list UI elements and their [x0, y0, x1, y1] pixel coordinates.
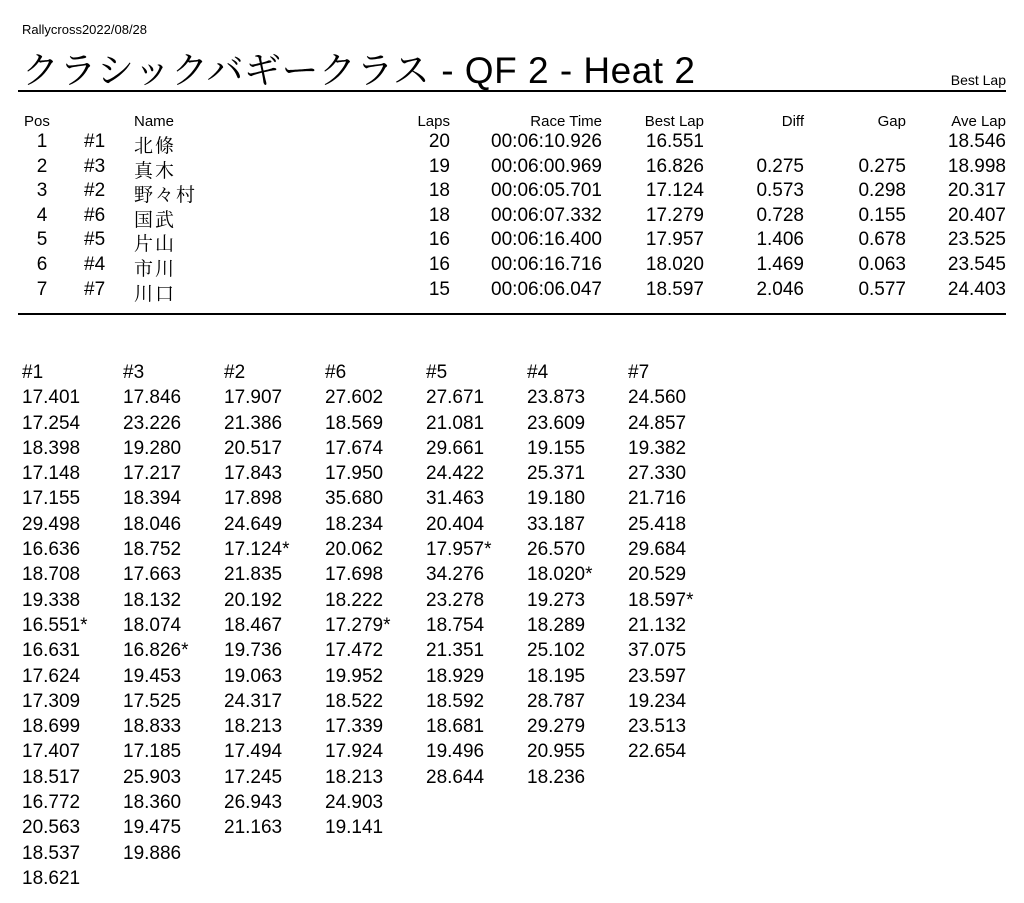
lap-time: 17.624: [22, 665, 81, 687]
table-row: [0, 180, 1024, 207]
row-race-time: 00:06:07.332: [491, 204, 602, 226]
lap-time: 24.560: [628, 387, 687, 409]
lap-time: 25.418: [628, 513, 687, 535]
col-diff: Diff: [781, 113, 804, 130]
lap-time: 19.736: [224, 640, 283, 662]
lap-time: 18.074: [123, 614, 182, 636]
row-gap: 0.063: [858, 254, 906, 275]
lap-time: 17.279*: [325, 614, 391, 636]
row-diff: 0.275: [756, 155, 804, 177]
lap-time: 29.498: [22, 513, 81, 535]
lap-time: 19.952: [325, 665, 384, 687]
lap-time: 17.124*: [224, 539, 290, 561]
lap-time: 20.529: [628, 564, 687, 586]
row-driver-name: 北條: [134, 136, 177, 157]
row-pos: 1: [36, 131, 48, 152]
lap-time: 18.046: [123, 513, 182, 535]
lap-time: 17.924: [325, 741, 384, 763]
lap-time: 18.699: [22, 716, 81, 738]
row-ave-lap: 20.317: [947, 180, 1006, 202]
lap-time: 21.163: [224, 817, 283, 839]
lap-time: 26.943: [224, 792, 283, 814]
lap-time: 16.631: [22, 640, 81, 662]
lap-time: 17.907: [224, 387, 283, 409]
lap-time: 19.496: [426, 741, 485, 763]
lap-column: [628, 360, 728, 765]
lap-time: 24.857: [628, 412, 687, 434]
lap-time: 17.217: [123, 463, 182, 485]
row-driver-name: 国武: [134, 209, 177, 231]
lap-time: 17.309: [22, 690, 81, 712]
lap-time: 17.254: [22, 412, 81, 434]
lap-time: 18.537: [22, 842, 81, 864]
table-row: [0, 156, 1024, 180]
lap-time: 23.609: [527, 412, 586, 434]
row-laps: 16: [428, 229, 450, 251]
lap-time: 25.371: [527, 463, 586, 485]
lap-time: 16.772: [22, 792, 81, 814]
lap-time: 24.649: [224, 513, 283, 535]
lap-time: 19.338: [22, 589, 81, 611]
lap-time: 18.236: [527, 766, 586, 788]
lap-time: 20.062: [325, 539, 384, 561]
lap-time: 27.671: [426, 387, 485, 409]
lap-time: 18.517: [22, 766, 81, 788]
lap-time: 16.826*: [123, 640, 189, 662]
lap-column: [325, 360, 425, 841]
col-ave-lap: Ave Lap: [951, 113, 1006, 130]
row-pos: 7: [36, 278, 48, 300]
lap-time: 18.213: [224, 716, 283, 738]
row-race-time: 00:06:16.400: [491, 229, 602, 251]
lap-time: 29.661: [426, 437, 485, 459]
row-ave-lap: 20.407: [947, 204, 1006, 226]
lap-time: 18.360: [123, 792, 182, 814]
lap-column-car-number: #4: [527, 362, 549, 383]
row-gap: 0.275: [858, 155, 906, 177]
row-best-lap: 18.597: [645, 278, 704, 300]
lap-column: [527, 360, 627, 790]
lap-time: 17.674: [325, 437, 384, 459]
lap-time: 33.187: [527, 513, 586, 535]
row-driver-name: 市川: [134, 259, 177, 280]
lap-time: 18.569: [325, 412, 384, 434]
lap-column-car-number: #3: [123, 362, 145, 383]
lap-time: 18.833: [123, 716, 182, 738]
lap-time: 26.570: [527, 539, 586, 561]
row-best-lap: 17.124: [645, 180, 704, 202]
lap-time: 29.684: [628, 539, 687, 561]
row-diff: 0.728: [756, 204, 804, 226]
row-pos: 3: [36, 180, 48, 202]
lap-time: 17.663: [123, 564, 182, 586]
lap-time: 16.551*: [22, 614, 88, 636]
lap-time: 17.185: [123, 741, 182, 763]
row-car-number: #2: [84, 180, 106, 202]
row-race-time: 00:06:05.701: [491, 180, 602, 202]
row-laps: 18: [428, 204, 450, 226]
lap-time: 24.317: [224, 690, 283, 712]
row-pos: 5: [36, 229, 48, 251]
lap-time: 18.621: [22, 867, 81, 889]
lap-time: 23.278: [426, 589, 485, 611]
table-row: [0, 131, 1024, 155]
col-laps: Laps: [417, 113, 450, 130]
row-best-lap: 16.551: [645, 131, 704, 152]
row-best-lap: 17.957: [645, 229, 704, 251]
col-race-time: Race Time: [530, 113, 602, 130]
row-driver-name: 川口: [134, 283, 177, 305]
lap-time: 21.386: [224, 412, 283, 434]
lap-time: 18.195: [527, 665, 586, 687]
lap-time: 18.597*: [628, 589, 694, 611]
table-divider: [18, 313, 1006, 315]
col-gap: Gap: [877, 113, 906, 130]
lap-time: 18.929: [426, 665, 485, 687]
lap-time: 17.698: [325, 564, 384, 586]
row-gap: 0.298: [858, 180, 906, 202]
lap-time: 20.563: [22, 817, 81, 839]
lap-time: 18.708: [22, 564, 81, 586]
lap-time: 20.955: [527, 741, 586, 763]
lap-time: 19.155: [527, 437, 586, 459]
lap-time: 17.525: [123, 690, 182, 712]
lap-time: 18.522: [325, 690, 384, 712]
lap-time: 23.226: [123, 412, 182, 434]
lap-time: 17.472: [325, 640, 384, 662]
header-divider: [18, 90, 1006, 92]
lap-time: 18.681: [426, 716, 485, 738]
lap-time: 19.886: [123, 842, 182, 864]
lap-time: 17.339: [325, 716, 384, 738]
row-diff: 0.573: [756, 180, 804, 202]
table-row: [0, 254, 1024, 278]
row-diff: 1.469: [756, 254, 804, 275]
col-name: Name: [134, 113, 175, 130]
lap-time: 19.273: [527, 589, 586, 611]
lap-time: 19.141: [325, 817, 384, 839]
row-race-time: 00:06:10.926: [491, 131, 602, 152]
row-car-number: #6: [84, 204, 106, 226]
lap-column: [123, 360, 223, 866]
lap-time: 17.898: [224, 488, 283, 510]
row-car-number: #5: [84, 229, 106, 251]
lap-column: [426, 360, 526, 790]
lap-time: 19.280: [123, 437, 182, 459]
lap-time: 34.276: [426, 564, 485, 586]
lap-time: 17.494: [224, 741, 283, 763]
best-lap-corner-label: Best Lap: [950, 72, 1006, 88]
lap-time: 27.330: [628, 463, 687, 485]
lap-time: 22.654: [628, 741, 687, 763]
row-gap: 0.678: [858, 229, 906, 251]
lap-time: 20.192: [224, 589, 283, 611]
lap-time: 19.475: [123, 817, 182, 839]
row-laps: 15: [428, 278, 450, 300]
row-gap: 0.577: [858, 278, 906, 300]
lap-time: 28.644: [426, 766, 485, 788]
row-race-time: 00:06:00.969: [491, 155, 602, 177]
lap-time: 28.787: [527, 690, 586, 712]
lap-time: 17.148: [22, 463, 81, 485]
lap-time: 17.407: [22, 741, 81, 763]
lap-column-car-number: #2: [224, 362, 246, 383]
lap-time: 18.398: [22, 437, 81, 459]
lap-time: 17.155: [22, 488, 81, 510]
lap-time: 18.752: [123, 539, 182, 561]
table-row: [0, 229, 1024, 256]
lap-time: 21.351: [426, 640, 485, 662]
lap-time: 20.517: [224, 437, 283, 459]
lap-time: 18.754: [426, 614, 485, 636]
row-laps: 19: [428, 155, 450, 177]
row-gap: 0.155: [858, 204, 906, 226]
row-best-lap: 18.020: [645, 254, 704, 275]
row-laps: 18: [428, 180, 450, 202]
lap-time: 18.592: [426, 690, 485, 712]
table-row: [0, 279, 1024, 303]
lap-time: 37.075: [628, 640, 687, 662]
lap-time: 23.513: [628, 716, 687, 738]
lap-time: 23.597: [628, 665, 687, 687]
lap-time: 19.063: [224, 665, 283, 687]
lap-time: 18.132: [123, 589, 182, 611]
row-laps: 16: [428, 254, 450, 275]
row-ave-lap: 23.545: [947, 254, 1006, 275]
row-ave-lap: 18.546: [947, 131, 1006, 152]
row-best-lap: 17.279: [645, 204, 704, 226]
lap-time: 35.680: [325, 488, 384, 510]
lap-time: 21.132: [628, 614, 687, 636]
lap-time: 21.716: [628, 488, 687, 510]
row-car-number: #3: [84, 155, 106, 177]
row-ave-lap: 24.403: [947, 278, 1006, 300]
row-diff: 1.406: [756, 229, 804, 251]
row-pos: 4: [36, 204, 48, 226]
col-pos: Pos: [24, 113, 50, 130]
lap-column-car-number: #5: [426, 362, 448, 383]
lap-column: [22, 360, 122, 891]
lap-column-car-number: #7: [628, 362, 650, 383]
lap-time: 16.636: [22, 539, 81, 561]
row-ave-lap: 23.525: [947, 229, 1006, 251]
lap-time: 17.245: [224, 766, 283, 788]
event-label: Rallycross2022/08/28: [22, 22, 148, 37]
lap-column-car-number: #1: [22, 362, 44, 383]
row-driver-name: 片山: [134, 234, 177, 256]
row-car-number: #1: [84, 131, 106, 152]
row-diff: 2.046: [756, 278, 804, 300]
lap-time: 17.846: [123, 387, 182, 409]
lap-time: 19.234: [628, 690, 687, 712]
lap-time: 23.873: [527, 387, 586, 409]
lap-time: 17.950: [325, 463, 384, 485]
row-race-time: 00:06:16.716: [491, 254, 602, 275]
lap-time: 17.957*: [426, 539, 492, 561]
row-pos: 2: [36, 155, 48, 177]
lap-time: 18.289: [527, 614, 586, 636]
lap-time: 19.180: [527, 488, 586, 510]
row-car-number: #4: [84, 254, 106, 275]
row-driver-name: 野々村: [134, 185, 198, 207]
lap-time: 25.102: [527, 640, 586, 662]
lap-time: 21.835: [224, 564, 283, 586]
lap-time: 19.382: [628, 437, 687, 459]
lap-time: 24.903: [325, 792, 384, 814]
lap-time: 25.903: [123, 766, 182, 788]
lap-time: 20.404: [426, 513, 485, 535]
lap-time: 31.463: [426, 488, 485, 510]
lap-time: 21.081: [426, 412, 485, 434]
lap-time: 24.422: [426, 463, 485, 485]
row-best-lap: 16.826: [645, 155, 704, 177]
page-title: クラシックバギークラス - QF 2 - Heat 2: [22, 50, 696, 91]
lap-time: 17.401: [22, 387, 81, 409]
lap-time: 18.394: [123, 488, 182, 510]
row-driver-name: 真木: [134, 160, 177, 182]
lap-time: 19.453: [123, 665, 182, 687]
lap-column-car-number: #6: [325, 362, 347, 383]
lap-time: 18.467: [224, 614, 283, 636]
lap-time: 29.279: [527, 716, 586, 738]
lap-time: 27.602: [325, 387, 384, 409]
lap-time: 18.213: [325, 766, 384, 788]
lap-time: 18.234: [325, 513, 384, 535]
lap-time: 18.020*: [527, 564, 593, 586]
row-pos: 6: [36, 254, 48, 275]
row-laps: 20: [428, 131, 450, 152]
table-row: [0, 205, 1024, 229]
row-car-number: #7: [84, 278, 106, 300]
col-best-lap: Best Lap: [644, 113, 704, 130]
lap-time: 18.222: [325, 589, 384, 611]
row-ave-lap: 18.998: [947, 155, 1006, 177]
lap-time: 17.843: [224, 463, 283, 485]
lap-column: [224, 360, 324, 841]
row-race-time: 00:06:06.047: [491, 278, 602, 300]
